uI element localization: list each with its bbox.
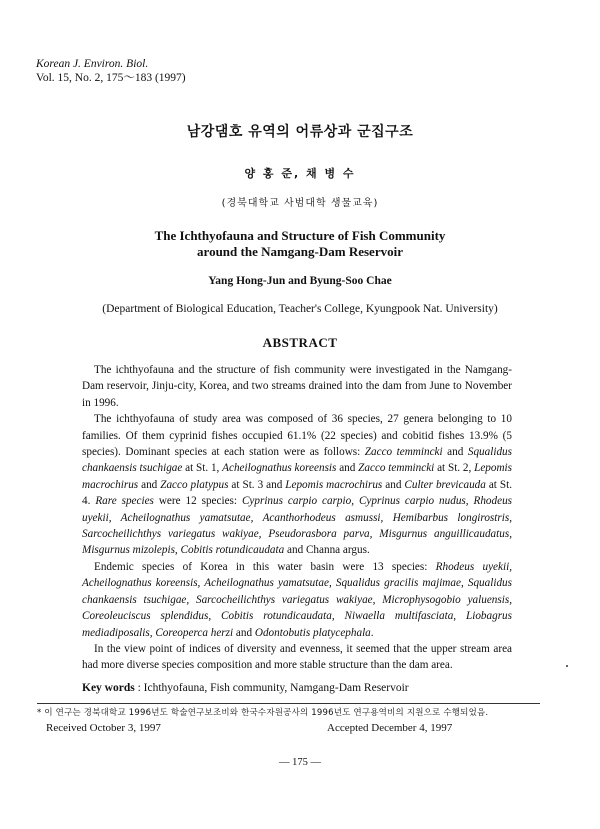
keywords-label: Key words	[82, 682, 135, 694]
funding-footnote: * 이 연구는 경북대학교 1996년도 학술연구보조비와 한국수자원공사의 1996년도 연구용역비의 지원으로 수행되었음.	[37, 708, 489, 718]
english-title	[0, 228, 600, 260]
abstract-paragraph-2: The ichthyofauna of study area was composed of 36 species, 27 genera belonging to 10 families. Of them cyprinid fishes occupied 61.1% (22 species) and cobitid fishes 13.9% (5 species). Dominant species at each station were as follows: Zacco temmincki and Squalidus chankaensis tsuchigae at St. 1, Acheilognathus koreensis and Zacco temmincki at St. 2, Lepomis macrochirus and Zacco platypus at St. 3 and Lepomis macrochirus and Culter brevicauda at St. 4. Rare species were 12 species: Cyprinus carpio carpio, Cyprinus carpio nudus, Rhodeus uyekii, Acheilognathus yamatsutae, Acanthorhodeus asmussi, Hemibarbus longirostris, Sarcocheilichthys variegatus wakiyae, Pseudorasbora parva, Misgurnus anguillicaudatus, Misgurnus mizolepis, Cobitis rotundicaudata and Channa argus.	[82, 413, 513, 557]
margin-mark	[566, 665, 568, 667]
english-authors: Yang Hong-Jun and Byung-Soo Chae	[208, 275, 392, 287]
english-title-line2: around the Namgang-Dam Reservoir	[197, 244, 403, 259]
keywords-value: : Ichthyofauna, Fish community, Namgang-Dam Reservoir	[137, 682, 409, 694]
abstract-paragraph-1: The ichthyofauna and the structure of fish community were investigated in the Namgang-Dam reservoir, Jinju-city, Korea, and two streams drained into the dam from June to November in 1996.	[82, 364, 512, 409]
abstract-paragraph-3: Endemic species of Korea in this water basin were 13 species: Rhodeus uyekii, Acheilognathus koreensis, Acheilognathus yamatsutae, Squalidus gracilis majimae, Squalidus chankaensis tsuchigae, Sarcocheilichthys variegatus wakiyae, Microphysogobio yaluensis, Coreoleuciscus splendidus, Cobitis rotundicaudata, Niwaella multifasciata, Liobagrus mediadiposalis, Coreoperca herzi and Odontobutis platycephala.	[82, 560, 512, 639]
page-number: — 175 —	[279, 757, 321, 768]
korean-authors: 양 홍 준, 채 병 수	[244, 167, 356, 180]
abstract-paragraph-4: In the view point of indices of diversity and evenness, it seemed that the upper stream area had more diverse species composition and more stable structure than the dam area.	[82, 642, 512, 672]
keywords	[82, 682, 409, 694]
english-title-line1: The Ichthyofauna and Structure of Fish Community	[154, 228, 446, 243]
received-date: Received October 3, 1997	[46, 722, 161, 734]
english-affiliation: (Department of Biological Education, Teacher's College, Kyungpook Nat. University)	[102, 303, 498, 315]
abstract-heading: ABSTRACT	[262, 335, 338, 350]
journal-volume: Vol. 15, No. 2, 175～183 (1997)	[36, 72, 186, 84]
abstract-body	[82, 362, 512, 674]
accepted-date: Accepted December 4, 1997	[327, 722, 453, 734]
footnote-rule	[37, 703, 540, 704]
korean-title: 남강댐호 유역의 어류상과 군집구조	[186, 124, 414, 140]
journal-citation	[36, 57, 186, 85]
journal-name: Korean J. Environ. Biol.	[36, 58, 149, 70]
korean-affiliation: (경북대학교 사범대학 생물교육)	[221, 198, 379, 209]
